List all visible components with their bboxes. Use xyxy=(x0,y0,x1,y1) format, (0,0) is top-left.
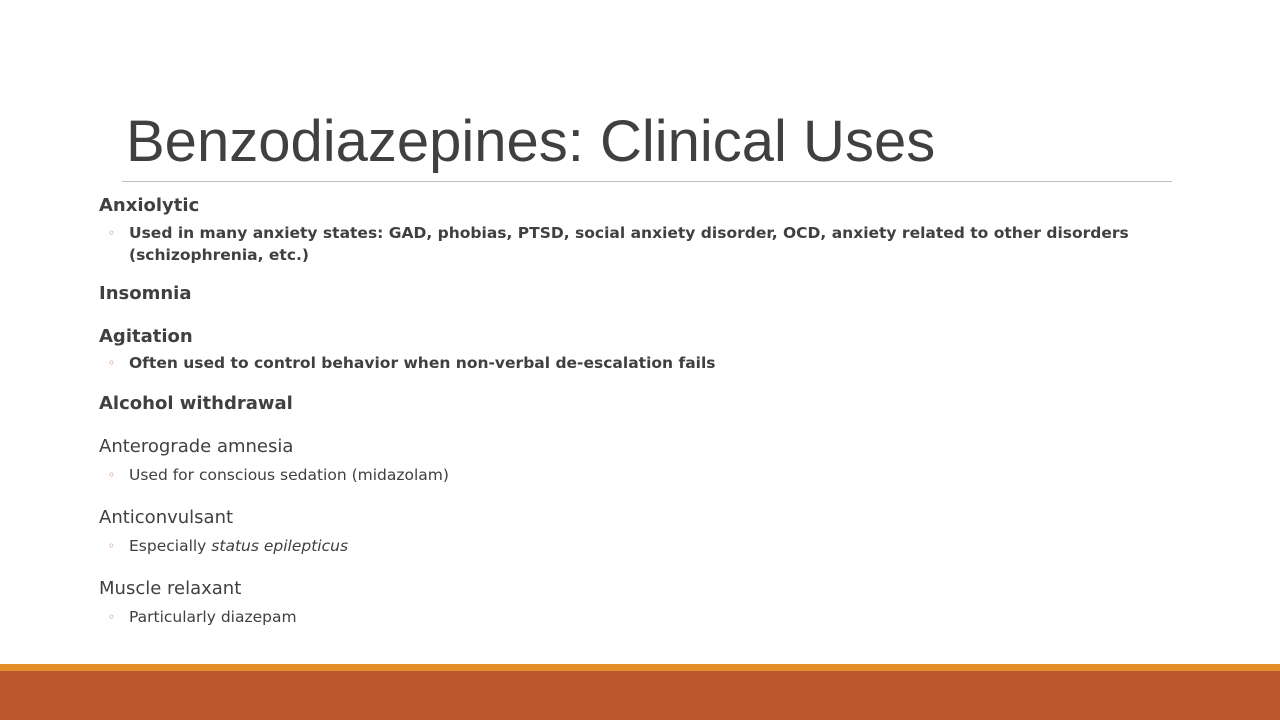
sub-list xyxy=(99,606,1209,628)
list-item-agitation xyxy=(99,324,1209,374)
list-item-anterograde-amnesia xyxy=(99,434,1209,486)
list-item-insomnia xyxy=(99,281,1209,307)
list-item-anxiolytic xyxy=(99,193,1209,266)
title-divider xyxy=(122,181,1172,182)
list-item-anticonvulsant xyxy=(99,505,1209,557)
sub-item-text: Used for conscious sedation (midazolam) xyxy=(129,466,449,484)
sub-item-italic-text: status epilepticus xyxy=(211,537,349,555)
ring-bullet-icon: ◦ xyxy=(108,356,116,370)
ring-bullet-icon: ◦ xyxy=(108,468,116,482)
sub-item-text: Often used to control behavior when non-verbal de-escalation fails xyxy=(129,354,716,372)
item-label: Muscle relaxant xyxy=(99,578,242,599)
footer-band xyxy=(0,671,1280,720)
sub-item xyxy=(99,352,1209,374)
sub-item-text: Particularly diazepam xyxy=(129,608,297,626)
sub-item xyxy=(99,535,1209,557)
ring-bullet-icon: ◦ xyxy=(108,539,116,553)
item-label: Anxiolytic xyxy=(99,195,200,216)
list-item-alcohol-withdrawal xyxy=(99,391,1209,417)
list-item-muscle-relaxant xyxy=(99,576,1209,628)
item-label: Anticonvulsant xyxy=(99,507,234,528)
sub-item xyxy=(99,606,1209,628)
item-label: Alcohol withdrawal xyxy=(99,393,293,414)
sub-list xyxy=(99,464,1209,486)
slide-title: Benzodiazepines: Clinical Uses xyxy=(126,109,936,174)
sub-item-text: Especially xyxy=(129,537,212,555)
item-label: Agitation xyxy=(99,326,193,347)
sub-item xyxy=(99,222,1209,266)
sub-item-text: Used in many anxiety states: GAD, phobias, PTSD, social anxiety disorder, OCD, anxiety related to other disorders (schizophrenia, etc.) xyxy=(129,224,1129,264)
item-label: Insomnia xyxy=(99,283,192,304)
sub-item xyxy=(99,464,1209,486)
footer-accent-line xyxy=(0,664,1280,671)
ring-bullet-icon: ◦ xyxy=(108,610,116,624)
bullet-list xyxy=(99,193,1209,628)
item-label: Anterograde amnesia xyxy=(99,436,294,457)
sub-list xyxy=(99,352,1209,374)
ring-bullet-icon: ◦ xyxy=(108,226,116,240)
sub-list xyxy=(99,222,1209,266)
sub-list xyxy=(99,535,1209,557)
